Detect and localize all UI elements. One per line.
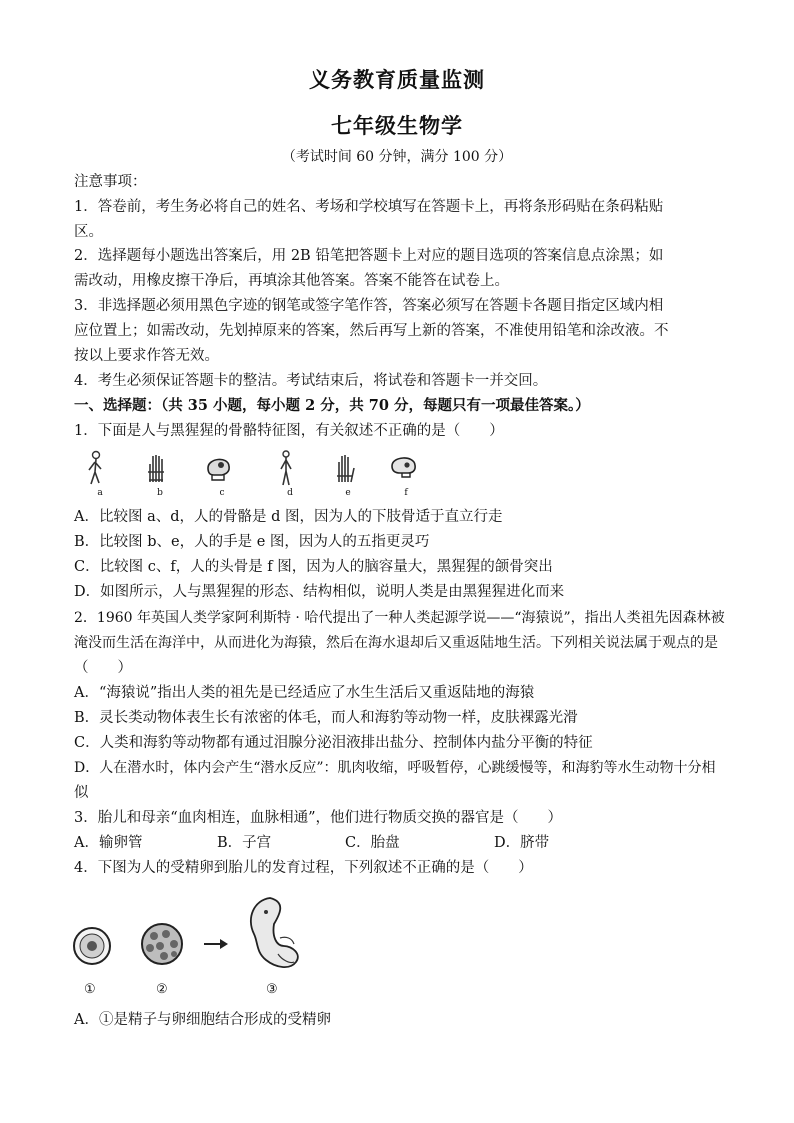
q4-stem: 4．下图为人的受精卵到胎儿的发育过程，下列叙述不正确的是（ ） bbox=[74, 860, 533, 876]
q1-figure-c bbox=[202, 450, 242, 502]
q4-label-3: ③ bbox=[266, 982, 278, 997]
notice-item-2-cont: 需改动，用橡皮擦干净后，再填涂其他答案。答案不能答在试卷上。 bbox=[74, 273, 509, 289]
q2-option-d-cont: 似 bbox=[74, 785, 89, 801]
q1-figure-e bbox=[328, 450, 368, 502]
q2-stem-line3: （ ） bbox=[74, 660, 132, 676]
q1-label-a: a bbox=[97, 488, 103, 498]
notice-item-3: 3．非选择题必须用黑色字迹的钢笔或签字笔作答，答案必须写在答题卡各题目指定区域内相 bbox=[74, 298, 664, 314]
exam-subject: 七年级生物学 bbox=[331, 113, 463, 138]
human-skeleton-icon bbox=[272, 450, 302, 486]
q2-stem-line2: 淹没而生活在海洋中，从而进化为海猿，然后在海水退却后又重返陆地生活。下列相关说法属于观点的是 bbox=[74, 635, 718, 651]
q1-stem: 1．下面是人与黑猩猩的骨骼特征图，有关叙述不正确的是（ ） bbox=[74, 423, 504, 439]
q1-label-c: c bbox=[219, 488, 225, 498]
q2-option-c: C．人类和海豹等动物都有通过泪腺分泌泪液排出盐分、控制体内盐分平衡的特征 bbox=[74, 735, 593, 751]
q4-label-1: ① bbox=[84, 982, 96, 997]
q2-option-d: D．人在潜水时，体内会产生“潜水反应”：肌肉收缩，呼吸暂停，心跳缓慢等，和海豹等水生动物十分相 bbox=[74, 760, 716, 776]
notice-item-3-cont2: 按以上要求作答无效。 bbox=[74, 348, 219, 364]
q1-skeleton-figure bbox=[80, 450, 430, 502]
q4-label-2: ② bbox=[156, 982, 168, 997]
q1-label-f: f bbox=[404, 488, 408, 498]
q1-figure-b bbox=[140, 450, 180, 502]
q2-option-a: A．“海猿说”指出人类的祖先是已经适应了水生生活后又重返陆地的海猿 bbox=[74, 685, 535, 701]
q4-option-a: A．①是精子与卵细胞结合形成的受精卵 bbox=[74, 1012, 331, 1028]
section-heading: 一、选择题：（共 35 小题，每小题 2 分，共 70 分，每题只有一项最佳答案。） bbox=[74, 397, 590, 414]
q1-option-d: D．如图所示，人与黑猩猩的形态、结构相似，说明人类是由黑猩猩进化而来 bbox=[74, 584, 565, 600]
q1-label-d: d bbox=[287, 488, 293, 498]
q3-option-c: C．胎盘 bbox=[345, 835, 400, 851]
exam-info: （考试时间 60 分钟，满分 100 分） bbox=[281, 149, 513, 165]
exam-title: 义务教育质量监测 bbox=[309, 67, 485, 92]
notice-item-2: 2．选择题每小题选出答案后，用 2B 铅笔把答题卡上对应的题目选项的答案信息点涂黑；如 bbox=[74, 248, 664, 264]
q3-stem: 3．胎儿和母亲“血肉相连，血脉相通”，他们进行物质交换的器官是（ ） bbox=[74, 810, 563, 826]
notice-item-1: 1．答卷前，考生务必将自己的姓名、考场和学校填写在答题卡上，再将条形码贴在条码粘贴 bbox=[74, 199, 664, 215]
q3-option-a: A．输卵管 bbox=[74, 835, 143, 851]
q1-figure-a bbox=[80, 450, 120, 502]
human-skull-icon bbox=[388, 450, 420, 486]
notice-heading: 注意事项： bbox=[74, 174, 147, 190]
human-hand-icon bbox=[330, 450, 360, 486]
chimp-skull-icon bbox=[204, 450, 234, 486]
notice-item-3-cont: 应位置上；如需改动，先划掉原来的答案，然后再写上新的答案，不准使用铅笔和涂改液。不 bbox=[74, 323, 669, 339]
q1-label-b: b bbox=[157, 488, 163, 498]
q1-label-e: e bbox=[345, 488, 351, 498]
q3-option-b: B．子宫 bbox=[217, 835, 272, 851]
chimp-skeleton-icon bbox=[82, 450, 112, 486]
q1-option-c: C．比较图 c、f，人的头骨是 f 图，因为人的脑容量大，黑猩猩的颌骨突出 bbox=[74, 559, 553, 575]
q1-option-b: B．比较图 b、e，人的手是 e 图，因为人的五指更灵巧 bbox=[74, 534, 430, 550]
notice-item-1-cont: 区。 bbox=[74, 224, 103, 240]
q2-option-b: B．灵长类动物体表生长有浓密的体毛，而人和海豹等动物一样，皮肤裸露光滑 bbox=[74, 710, 578, 726]
embryo-development-diagram bbox=[70, 890, 330, 1000]
q1-figure-d bbox=[270, 450, 310, 502]
q1-option-a: A．比较图 a、d，人的骨骼是 d 图，因为人的下肢骨适于直立行走 bbox=[74, 509, 503, 525]
q2-stem-line1: 2．1960 年英国人类学家阿利斯特 · 哈代提出了一种人类起源学说——“海猿说”，指出人类祖先因森林被 bbox=[74, 610, 725, 626]
notice-item-4: 4．考生必须保证答题卡的整洁。考试结束后，将试卷和答题卡一并交回。 bbox=[74, 373, 548, 389]
q3-option-d: D．脐带 bbox=[494, 835, 550, 851]
q1-figure-f bbox=[386, 450, 426, 502]
q4-development-figure bbox=[70, 890, 330, 1000]
chimp-hand-icon bbox=[142, 450, 172, 486]
